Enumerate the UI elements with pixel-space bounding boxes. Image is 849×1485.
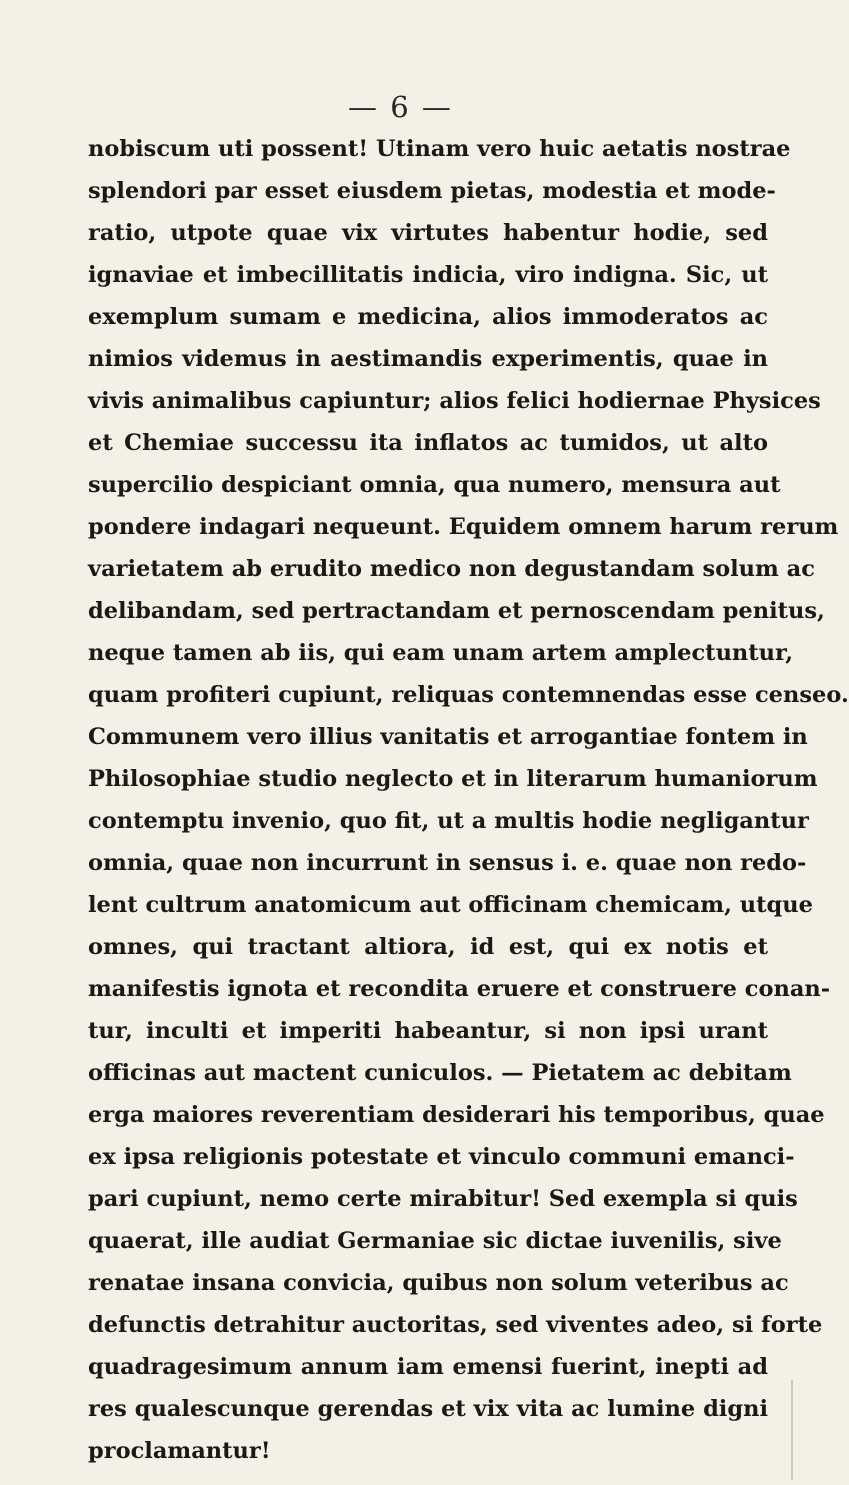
text-line: contemptu invenio, quo fit, ut a multis hodie negligantur (88, 808, 809, 834)
text-line: officinas aut mactent cuniculos. — Pietatem ac debitam (88, 1060, 792, 1086)
text-line: ex ipsa religionis potestate et vinculo communi emanci- (88, 1144, 795, 1170)
text-line: renatae insana convicia, quibus non solum veteribus ac (88, 1270, 789, 1296)
text-line: res qualescunque gerendas et vix vita ac lumine digni (88, 1396, 768, 1422)
text-line: defunctis detrahitur auctoritas, sed viventes adeo, si forte (88, 1312, 823, 1338)
text-line-last: proclamantur! (88, 1438, 271, 1464)
text-line: omnes, qui tractant altiora, id est, qui ex notis et (88, 934, 768, 960)
text-line: exemplum sumam e medicina, alios immoderatos ac (88, 304, 768, 330)
text-line: omnia, quae non incurrunt in sensus i. e. quae non redo- (88, 850, 807, 876)
text-line: tur, inculti et imperiti habeantur, si non ipsi urant (88, 1018, 768, 1044)
text-line: et Chemiae successu ita inflatos ac tumidos, ut alto (88, 430, 768, 456)
text-line: quaerat, ille audiat Germaniae sic dictae iuvenilis, sive (88, 1228, 782, 1254)
text-line: erga maiores reverentiam desiderari his temporibus, quae (88, 1102, 825, 1128)
text-line: quadragesimum annum iam emensi fuerint, inepti ad (88, 1354, 768, 1380)
text-line: delibandam, sed pertractandam et pernoscendam penitus, (88, 598, 825, 624)
text-line: pondere indagari nequeunt. Equidem omnem harum rerum (88, 514, 839, 540)
text-line: Philosophiae studio neglecto et in literarum humaniorum (88, 766, 818, 792)
page-number: — 6 — (348, 90, 453, 124)
text-line: nimios videmus in aestimandis experimentis, quae in (88, 346, 768, 372)
page-edge-shadow (791, 1380, 793, 1480)
text-line: nobiscum uti possent! Utinam vero huic aetatis nostrae (88, 136, 791, 162)
text-line: ignaviae et imbecillitatis indicia, viro indigna. Sic, ut (88, 262, 768, 288)
text-line: neque tamen ab iis, qui eam unam artem amplectuntur, (88, 640, 794, 666)
text-line: quam profiteri cupiunt, reliquas contemnendas esse censeo. (88, 682, 849, 708)
text-line: supercilio despiciant omnia, qua numero, mensura aut (88, 472, 781, 498)
text-line: lent cultrum anatomicum aut officinam chemicam, utque (88, 892, 813, 918)
text-line: splendori par esset eiusdem pietas, modestia et mode- (88, 178, 776, 204)
body-text (88, 128, 849, 1472)
text-line: pari cupiunt, nemo certe mirabitur! Sed exempla si quis (88, 1186, 798, 1212)
text-line: varietatem ab erudito medico non degustandam solum ac (88, 556, 815, 582)
text-line: Communem vero illius vanitatis et arrogantiae fontem in (88, 724, 808, 750)
text-line: manifestis ignota et recondita eruere et construere conan- (88, 976, 831, 1002)
text-line: vivis animalibus capiuntur; alios felici hodiernae Physices (88, 388, 821, 414)
text-line: ratio, utpote quae vix virtutes habentur hodie, sed (88, 220, 768, 246)
